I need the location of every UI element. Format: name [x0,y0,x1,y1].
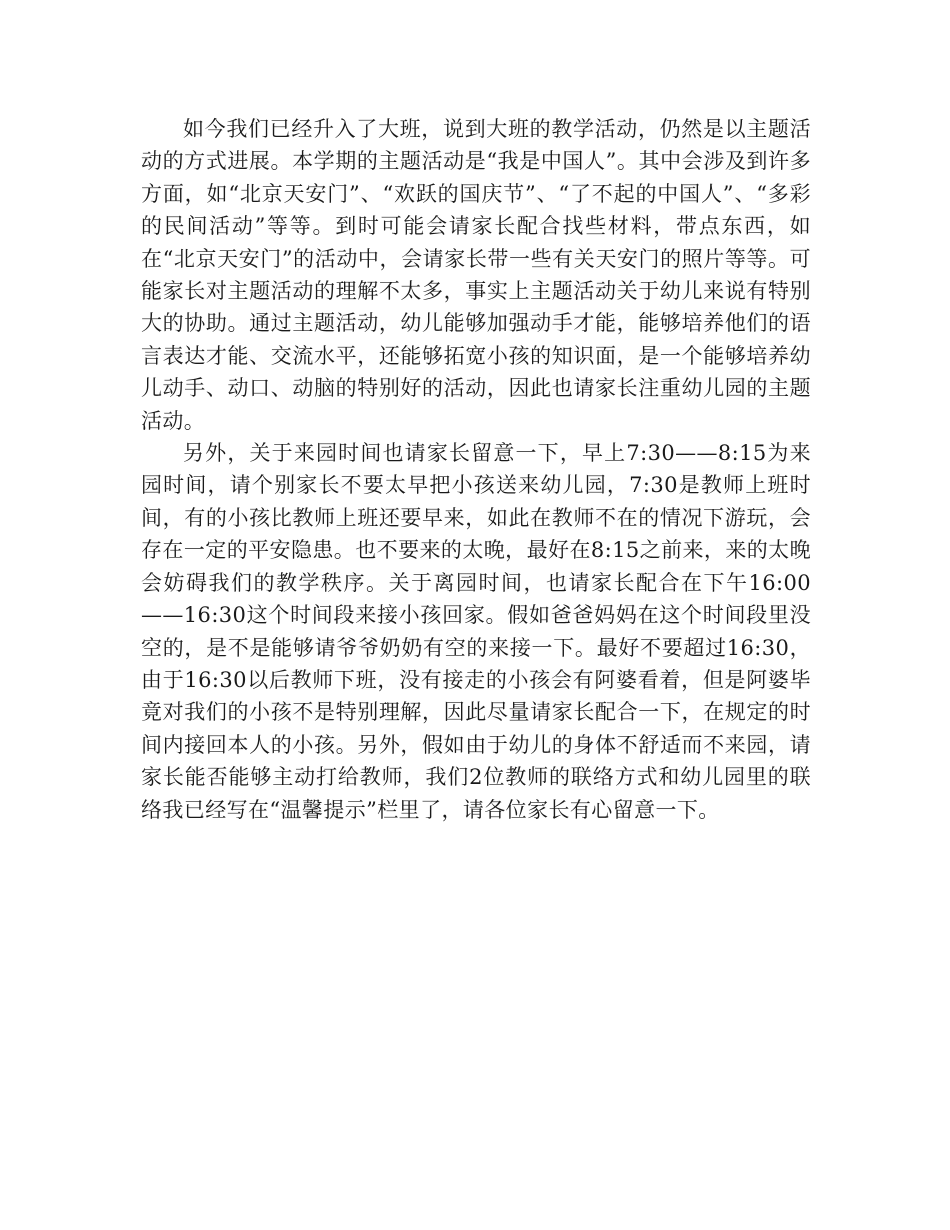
paragraph-theme-activities: 如今我们已经升入了大班，说到大班的教学活动，仍然是以主题活动的方式进展。本学期的主题活动是“我是中国人”。其中会涉及到许多方面，如“北京天安门”、“欢跃的国庆节”、“了不起的中国人”、“多彩的民间活动”等等。到时可能会请家长配合找些材料，带点东西，如在“北京天安门”的活动中，会请家长带一些有关天安门的照片等等。可能家长对主题活动的理解不太多，事实上主题活动关于幼儿来说有特别大的协助。通过主题活动，幼儿能够加强动手才能，能够培养他们的语言表达才能、交流水平，还能够拓宽小孩的知识面，是一个能够培养幼儿动手、动口、动脑的特别好的活动，因此也请家长注重幼儿园的主题活动。 [141,117,811,433]
document-body [141,113,811,826]
paragraph-arrival-departure-times: 另外，关于来园时间也请家长留意一下，早上7:30——8:15为来园时间，请个别家长不要太早把小孩送来幼儿园，7:30是教师上班时间，有的小孩比教师上班还要早来，如此在教师不在的情况下游玩，会存在一定的平安隐患。也不要来的太晚，最好在8:15之前来，来的太晚会妨碍我们的教学秩序。关于离园时间，也请家长配合在下午16:00——16:30这个时间段来接小孩回家。假如爸爸妈妈在这个时间段里没空的，是不是能够请爷爷奶奶有空的来接一下。最好不要超过16:30，由于16:30以后教师下班，没有接走的小孩会有阿婆看着，但是阿婆毕竟对我们的小孩不是特别理解，因此尽量请家长配合一下，在规定的时间内接回本人的小孩。另外，假如由于幼儿的身体不舒适而不来园，请家长能否能够主动打给教师，我们2位教师的联络方式和幼儿园里的联络我已经写在“温馨提示”栏里了，请各位家长有心留意一下。 [141,441,811,822]
